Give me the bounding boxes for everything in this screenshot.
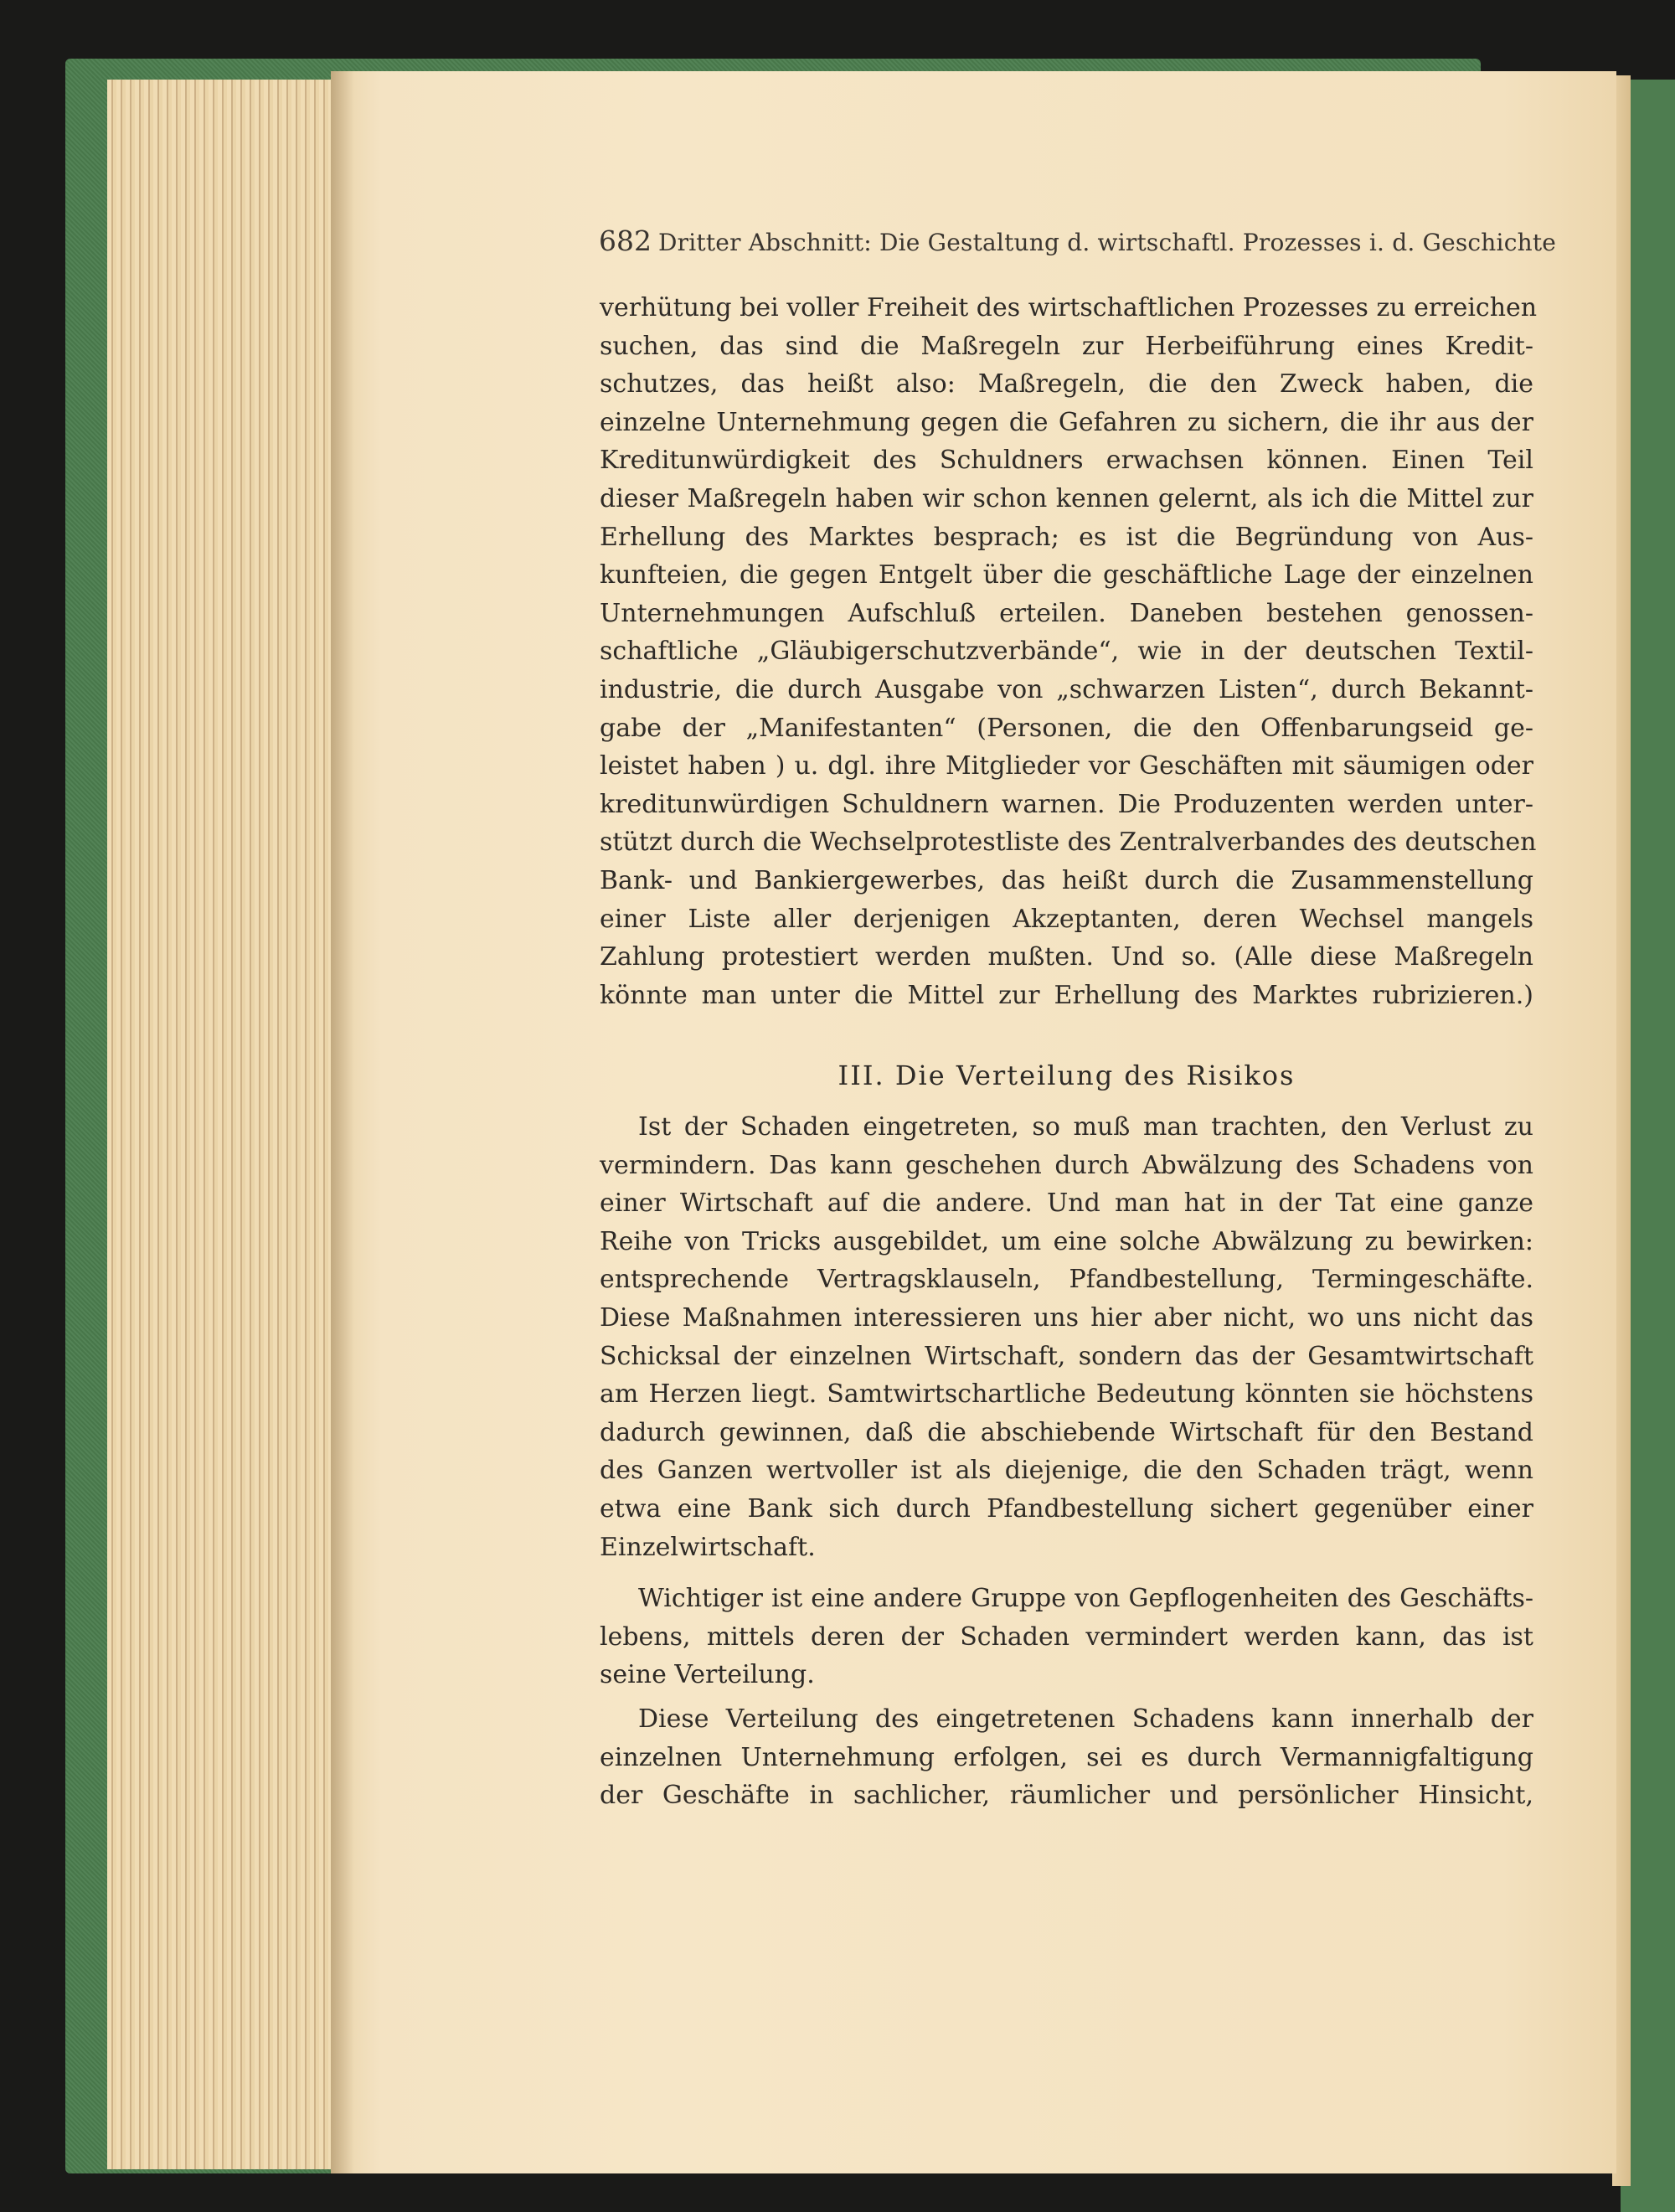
text-line: dieser Maßregeln haben wir schon kennen gelernt, als ich die Mittel zur [600,483,1533,513]
text-line: einzelnen Unternehmung erfolgen, sei es durch Vermannigfaltigung [600,1742,1533,1772]
paragraph-3 [600,1580,1533,1694]
text-line: Ist der Schaden eingetreten, so muß man trachten, den Verlust zu [638,1112,1533,1142]
text-line: kreditunwürdigen Schuldnern warnen. Die Produzenten werden unter- [600,789,1533,819]
text-line: etwa eine Bank sich durch Pfandbestellung sichert gegenüber einer [600,1493,1533,1524]
text-line: schaftliche „Gläubigerschutzverbände“, wie in der deutschen Textil- [600,637,1533,667]
text-line: Zahlung protestiert werden mußten. Und so. (Alle diese Maßregeln [600,942,1533,972]
text-line: Diese Verteilung des eingetretenen Schadens kann innerhalb der [638,1704,1533,1734]
text-line: verhütung bei voller Freiheit des wirtschaftlichen Prozesses zu erreichen [600,293,1538,322]
page-header [599,224,1557,257]
text-line: industrie, die durch Ausgabe von „schwarzen Listen“, durch Bekannt- [600,674,1533,704]
text-line: des Ganzen wertvoller ist als diejenige, die den Schaden trägt, wenn [600,1456,1533,1486]
text-line: leistet haben ) u. dgl. ihre Mitglieder vor Geschäften mit säumigen oder [600,751,1533,781]
text-line: Erhellung des Marktes besprach; es ist die Begründung von Aus- [600,522,1533,552]
text-line: Reihe von Tricks ausgebildet, um eine solche Abwälzung zu bewirken: [600,1226,1533,1256]
paragraph-4 [600,1700,1533,1815]
page-gutter-shadow [331,71,354,2173]
text-line: einer Liste aller derjenigen Akzeptanten, deren Wechsel mangels [600,904,1533,934]
page-number: 682 [599,224,652,257]
text-line: stützt durch die Wechselprotestliste des Zentralverbandes des deutschen [600,828,1537,858]
paragraph-1 [600,289,1538,1014]
text-line: Bank- und Bankiergewerbes, das heißt durch die Zusammenstellung [600,865,1533,895]
page-stack-edges [107,80,342,2169]
text-line: vermindern. Das kann geschehen durch Abwälzung des Schadens von [600,1150,1533,1180]
text-line: lebens, mittels deren der Schaden vermindert werden kann, das ist [600,1622,1533,1652]
text-line: Einzelwirtschaft. [600,1532,816,1562]
running-title: Dritter Abschnitt: Die Gestaltung d. wirtschaftl. Prozesses i. d. Geschichte [658,229,1557,256]
text-line: seine Verteilung. [600,1660,815,1690]
text-line: dadurch gewinnen, daß die abschiebende Wirtschaft für den Bestand [600,1417,1533,1447]
text-line: gabe der „Manifestanten“ (Personen, die den Offenbarungseid ge- [600,713,1533,743]
text-line: Unternehmungen Aufschluß erteilen. Daneben bestehen genossen- [600,598,1533,628]
text-line: Schicksal der einzelnen Wirtschaft, sondern das der Gesamtwirtschaft [600,1341,1533,1371]
text-line: einer Wirtschaft auf die andere. Und man hat in der Tat eine ganze [600,1188,1533,1219]
text-line: schutzes, das heißt also: Maßregeln, die den Zweck haben, die [600,369,1533,400]
section-heading: III. Die Verteilung des Risikos [838,1060,1296,1091]
text-line: entsprechende Vertragsklauseln, Pfandbestellung, Termingeschäfte. [600,1265,1533,1295]
text-line: am Herzen liegt. Samtwirtschartliche Bedeutung könnten sie höchstens [600,1379,1533,1410]
text-line: könnte man unter die Mittel zur Erhellung des Marktes rubrizieren.) [600,980,1533,1010]
text-line: kunfteien, die gegen Entgelt über die geschäftliche Lage der einzelnen [600,560,1533,590]
text-line: Kreditunwürdigkeit des Schuldners erwachsen können. Einen Teil [600,446,1533,476]
text-line: einzelne Unternehmung gegen die Gefahren zu sichern, die ihr aus der [600,407,1533,437]
text-line: Wichtiger ist eine andere Gruppe von Gepflogenheiten des Geschäfts- [638,1584,1533,1613]
paragraph-2 [600,1108,1533,1566]
text-line: suchen, das sind die Maßregeln zur Herbeiführung eines Kredit- [600,331,1533,361]
text-line: der Geschäfte in sachlicher, räumlicher und persönlicher Hinsicht, [600,1781,1533,1811]
text-line: Diese Maßnahmen interessieren uns hier aber nicht, wo uns nicht das [600,1302,1533,1333]
